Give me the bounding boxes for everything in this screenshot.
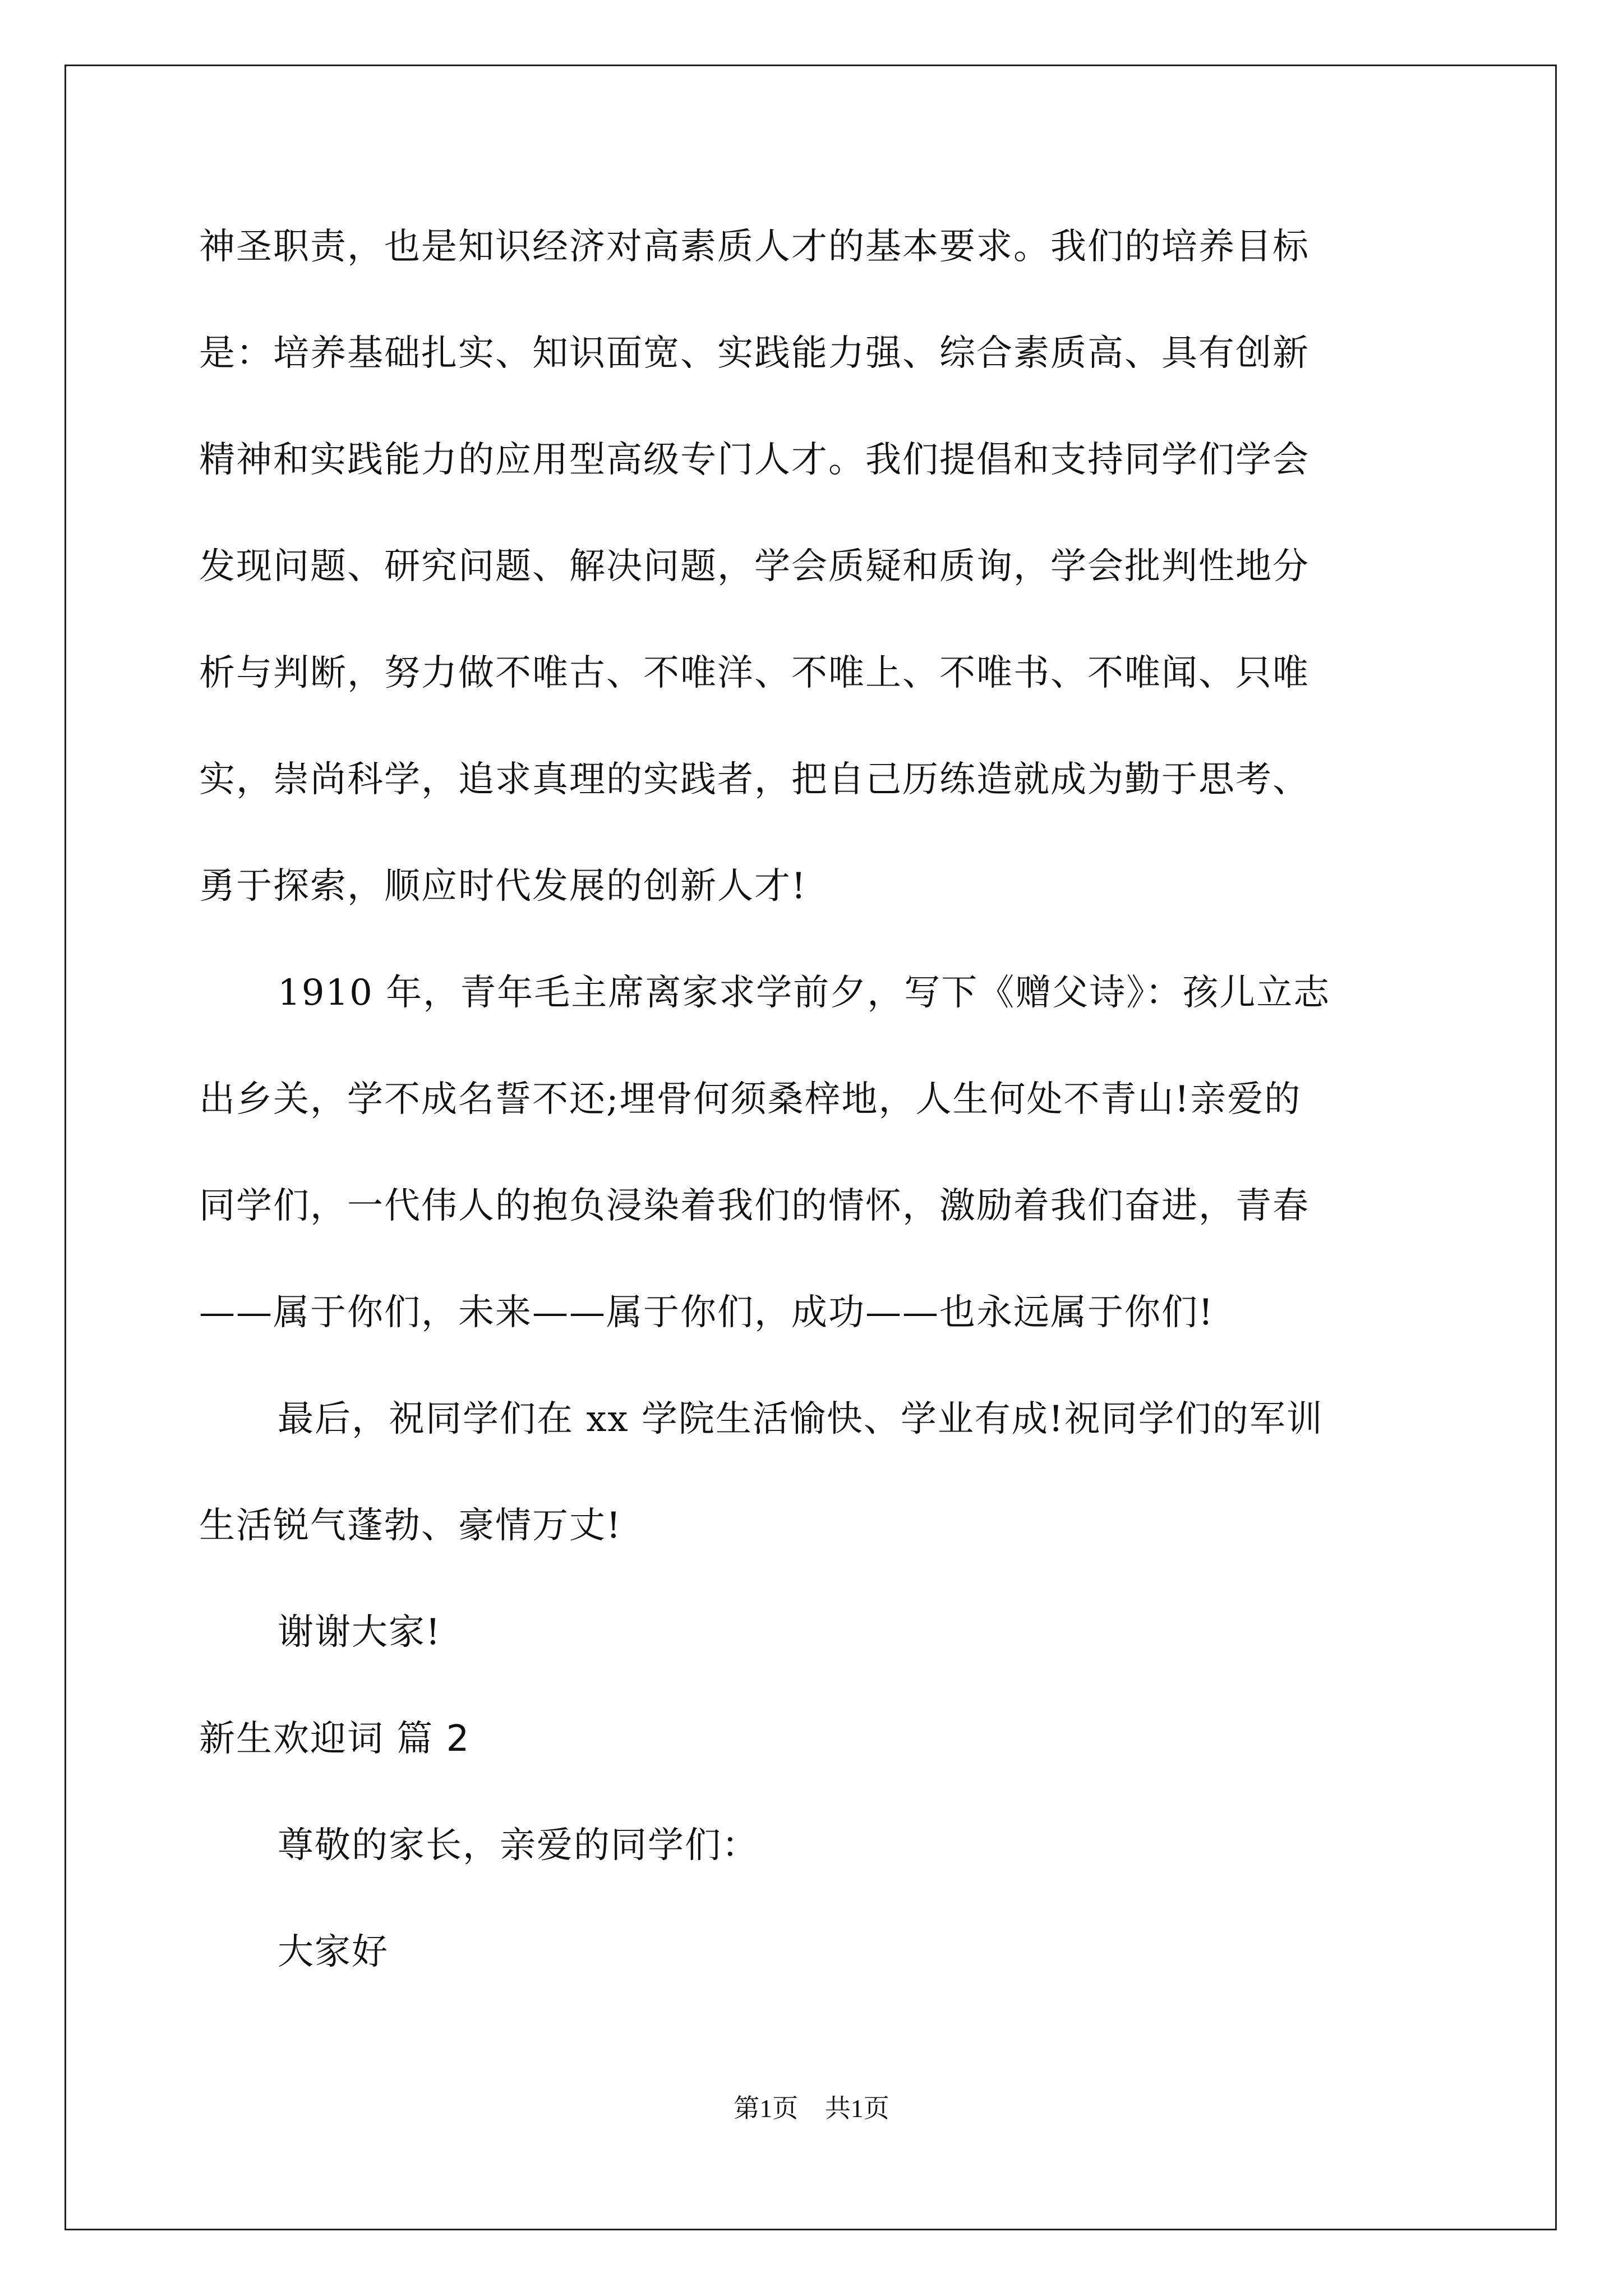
page-footer [0,2088,1623,2125]
body-line: 发现问题、研究问题、解决问题，学会质疑和质询，学会批判性地分 [199,546,1310,587]
body-line: ——属于你们，未来——属于你们，成功——也永远属于你们! [199,1292,1214,1333]
closing-line: 谢谢大家! [278,1612,441,1653]
body-line: 析与判断，努力做不唯古、不唯洋、不唯上、不唯书、不唯闻、只唯 [199,652,1310,694]
body-line: 勇于探索，顺应时代发展的创新人才! [199,866,807,907]
body-line: 是：培养基础扎实、知识面宽、实践能力强、综合素质高、具有创新 [199,333,1310,374]
body-line: 出乡关，学不成名誓不还;埋骨何须桑梓地，人生何处不青山!亲爱的 [199,1079,1302,1120]
document-body [199,194,1427,2005]
section-heading: 新生欢迎词 篇 2 [199,1718,471,1760]
body-line: 神圣职责，也是知识经济对高素质人才的基本要求。我们的培养目标 [199,226,1310,268]
page-number-current: 第1页 [734,2094,799,2123]
body-line: 同学们，一代伟人的抱负浸染着我们的情怀，激励着我们奋进，青春 [199,1185,1310,1227]
body-line: 最后，祝同学们在 xx 学院生活愉快、学业有成!祝同学们的军训 [278,1398,1324,1440]
body-line: 实，崇尚科学，追求真理的实践者，把自己历练造就成为勤于思考、 [199,759,1310,800]
body-line: 生活锐气蓬勃、豪情万丈! [199,1505,622,1547]
page-number-total: 共1页 [824,2094,889,2123]
salutation-line: 尊敬的家长，亲爱的同学们： [278,1825,759,1866]
body-line: 1910 年，青年毛主席离家求学前夕，写下《赠父诗》：孩儿立志 [278,972,1331,1014]
body-line: 精神和实践能力的应用型高级专门人才。我们提倡和支持同学们学会 [199,439,1310,481]
greeting-line: 大家好 [278,1931,389,1973]
